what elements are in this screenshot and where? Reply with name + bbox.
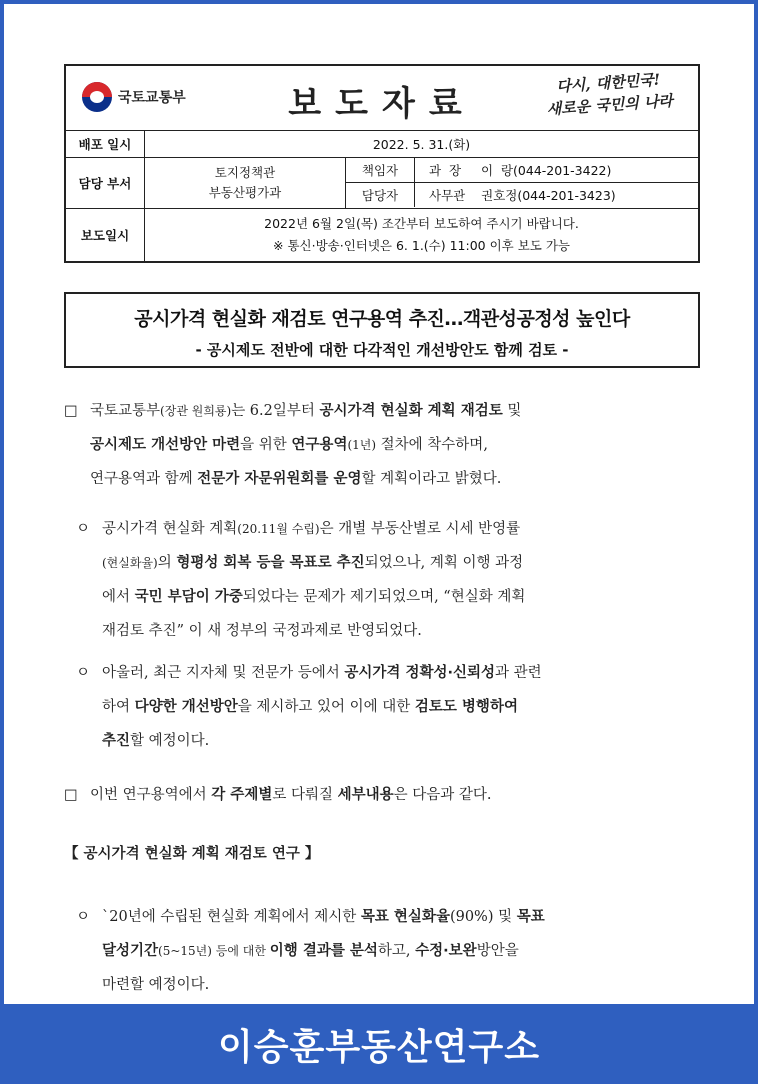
department-row — [66, 158, 698, 209]
paragraph-2: ㅇ 공시가격 현실화 계획(20.11월 수립)은 개별 부동산별로 시세 반영률 (현실화율)의 형평성 회복 등을 목표로 추진되었으나, 계획 이행 과정 에서 국민 부담이 가중되었다는 문제가 제기되었으며, “현실화 계획 재검토 추진” 이 새 정부의 국정과제로 반영되었다. — [76, 512, 704, 648]
headline-box — [64, 292, 700, 368]
embargo-label: 보도일시 — [66, 209, 145, 261]
paragraph-3: ㅇ 아울러, 최근 지자체 및 전문가 등에서 공시가격 정확성·신뢰성과 관련 하여 다양한 개선방안을 제시하고 있어 이에 대한 검토도 병행하여 추진할 예정이다. — [76, 656, 704, 758]
headline-main: 공시가격 현실화 재검토 연구용역 추진…객관성공정성 높인다 — [134, 308, 630, 330]
embargo-text — [145, 209, 698, 261]
press-release-header — [64, 64, 700, 263]
footer-brand: 이승훈부동산연구소 — [218, 1026, 540, 1068]
paragraph-1: □ 국토교통부(장관 원희룡)는 6.2일부터 공시가격 현실화 계획 재검토 및 공시제도 개선방안 마련을 위한 연구용역(1년) 절차에 착수하며, 연구용역과 함께 전문가 자문위원회를 운영할 계획이라고 밝혔다. — [64, 394, 704, 496]
distribution-date: 2022. 5. 31.(화) — [372, 137, 471, 152]
staff-info: 사무관 권호정(044-201-3423) — [429, 188, 616, 203]
responsible-info: 과 장 이 랑(044-201-3422) — [429, 163, 612, 178]
header-banner — [66, 66, 698, 131]
distribution-label: 배포 일시 — [66, 131, 145, 157]
responsible-role: 책임자 — [346, 158, 415, 182]
section-heading: 【 공시가격 현실화 계획 재검토 연구 】 — [64, 846, 320, 862]
document-page — [4, 4, 754, 1004]
circle-bullet: ㅇ — [76, 665, 91, 681]
circle-bullet: ㅇ — [76, 909, 91, 925]
embargo-line-2: ※ 통신·방송·인터넷은 6. 1.(수) 11:00 이후 보도 가능 — [273, 238, 570, 253]
slogan-line-1: 다시, 대한민국! — [555, 70, 661, 96]
ministry-name: 국토교통부 — [118, 90, 186, 106]
square-bullet: □ — [64, 787, 78, 803]
department-names — [145, 158, 346, 208]
contact-list — [346, 158, 698, 208]
footer-banner — [0, 1004, 758, 1084]
contact-staff — [346, 183, 698, 207]
document-title: 보도자료 — [288, 84, 476, 124]
slogan-line-2: 새로운 국민의 나라 — [546, 91, 674, 119]
contact-responsible — [346, 158, 698, 183]
circle-bullet: ㅇ — [76, 521, 91, 537]
embargo-line-1: 2022년 6월 2일(목) 조간부터 보도하여 주시기 바랍니다. — [264, 216, 579, 231]
paragraph-5: ㅇ `20년에 수립된 현실화 계획에서 제시한 목표 현실화율(90%) 및 목표 달성기간(5~15년) 등에 대한 이행 결과를 분석하고, 수정·보완방안을 마련할 예정이다. — [76, 900, 704, 1002]
department-label: 담당 부서 — [66, 158, 145, 208]
department-line-2: 부동산평가과 — [208, 185, 282, 200]
embargo-row — [66, 209, 698, 261]
department-line-1: 토지정책관 — [214, 165, 276, 180]
paragraph-4: □ 이번 연구용역에서 각 주제별로 다뤄질 세부내용은 다음과 같다. — [64, 778, 704, 812]
staff-role: 담당자 — [346, 183, 415, 207]
distribution-row — [66, 131, 698, 158]
headline-sub: - 공시제도 전반에 대한 다각적인 개선방안도 함께 검토 - — [195, 341, 569, 359]
square-bullet: □ — [64, 403, 78, 419]
